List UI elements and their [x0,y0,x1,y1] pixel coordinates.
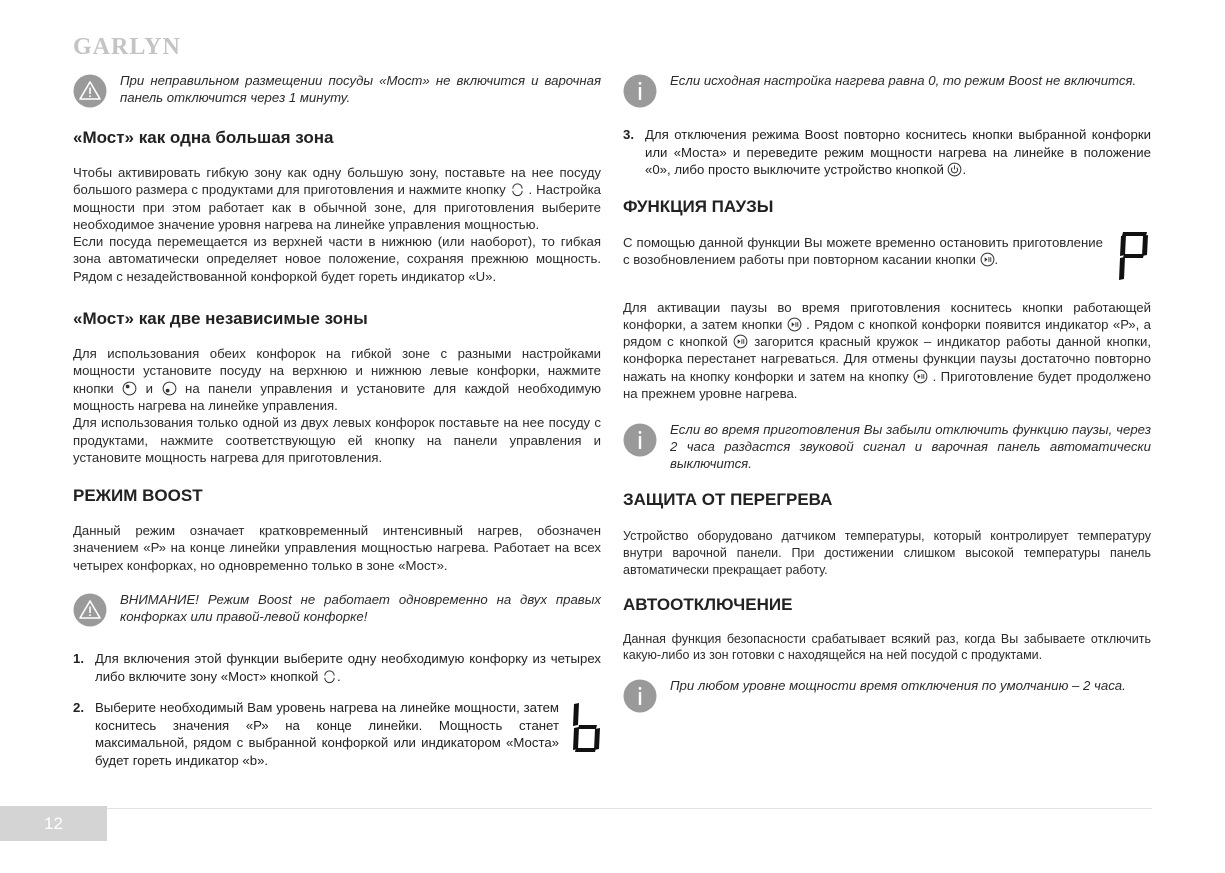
heading-autooff: АВТООТКЛЮЧЕНИЕ [623,594,793,614]
bridge-button-icon [322,669,337,684]
info-icon [623,679,657,713]
paragraph-overheat: Устройство оборудовано датчиком температуры, который контролирует температуру внутри варочной панели. При достижении слишком высокой температуры панель автоматически прекращает работу. [623,529,1151,577]
paragraph-single-left-zone: Для использования только одной из двух левых конфорок поставьте на нее посуду с продуктами, нажмите соответствующую ей кнопку на панели управления и установите мощность нагрева для приготовления. [73,415,601,465]
text-segment: . [962,162,967,177]
heading-bridge-two-zones: «Мост» как две независимые зоны [73,309,368,329]
info-note-autooff [623,677,1151,713]
page-number-box [0,806,107,841]
paragraph-autooff: Данная функция безопасности срабатывает всякий раз, когда Вы забываете отключить какую-либо из зон готовки с находящейся на ней посудой с продуктами. [623,631,1151,663]
pause-indicator-p-icon [1115,230,1149,282]
info-icon [623,423,657,457]
brand-logo: GARLYN [73,34,181,60]
text-segment: и [145,380,154,396]
pause-button-icon [733,334,748,349]
paragraph-bridge-move: Если посуда перемещается из верхней части в нижнюю (или наоборот), то гибкая зона автоматически определяет новое положение, сохраняя прежнюю мощность. Рядом с незадействованной конфоркой будет гореть индикатор «U». [73,234,601,284]
step-2-content [95,699,601,769]
text-segment: Для отключения режима Boost повторно коснитесь кнопки выбранной конфорки или «Моста» и переведите режим мощности нагрева на линейке в положение «0», либо просто выключите устройство кнопкой [645,127,1151,177]
paragraph-pause-intro [623,234,1115,269]
right-column [623,72,1151,713]
heading-bridge-one-zone: «Мост» как одна большая зона [73,128,334,147]
paragraph-bridge-two-zones [73,345,601,414]
warning-icon [73,74,107,108]
pause-button-icon [787,317,802,332]
info-note-pause-timeout [623,421,1151,472]
text-segment: С помощью данной функции Вы можете временно остановить приготовление с возобновлением работы при повторном касании кнопки [623,234,1103,267]
pause-intro-row [623,234,1151,282]
pause-button-icon [913,369,928,384]
footer-divider [107,808,1152,809]
pause-button-icon [980,252,995,267]
paragraph-bridge-one-zone [73,164,601,233]
step-text [95,650,601,685]
info-text: При любом уровне мощности время отключения по умолчанию – 2 часа. [670,678,1126,694]
warning-text: При неправильном размещении посуды «Мост» не включится и варочная панель отключится через 1 минуту. [120,73,601,105]
warning-note-boost [73,591,601,627]
text-segment: на панели управления и установите для каждой необходимую мощность нагрева на линейке управления. [73,380,602,413]
step-number: 1. [73,651,84,667]
text-segment: Для использования обеих конфорок на гибкой зоне с разными настройками мощности установите посуду на верхнюю и нижнюю левые конфорки, нажмите кнопки [73,346,601,396]
power-button-icon [947,162,962,177]
lower-left-zone-button-icon [162,381,177,396]
step-text: Выберите необходимый Вам уровень нагрева на линейке мощности, затем коснитесь значения «Р» на конце линейки. Мощность станет максимальной, рядом с выбранной конфоркой или индикатором «Моста» будет гореть индикатор «b». [95,700,559,768]
page-number: 12 [44,813,63,833]
info-note-boost-zero [623,72,1151,108]
info-text: Если во время приготовления Вы забыли отключить функцию паузы, через 2 часа раздастся звуковой сигнал и варочная панель автоматически выключится. [670,422,1151,472]
text-segment: . Настройка мощности при этом работает как в обычной зоне, для приготовления выберите необходимое значение уровня нагрева на линейке управления мощностью. [73,182,602,232]
heading-boost: РЕЖИМ BOOST [73,486,203,506]
step-3 [623,126,1151,179]
boost-indicator-b-icon [571,701,601,753]
step-number: 3. [623,127,634,142]
text-segment: Для включения этой функции выберите одну необходимую конфорку из четырех либо включите зону «Мост» кнопкой [95,651,601,684]
step-text [645,126,1151,179]
warning-text: ВНИМАНИЕ! Режим Boost не работает одновременно на двух правых конфорках или правой-левой конфорке! [120,592,601,625]
boost-steps [73,650,601,769]
upper-left-zone-button-icon [122,381,137,396]
info-text: Если исходная настройка нагрева равна 0, то режим Boost не включится. [670,73,1137,88]
heading-overheat: ЗАЩИТА ОТ ПЕРЕГРЕВА [623,490,833,510]
paragraph-pause-activation [623,299,1151,403]
step-number: 2. [73,700,84,716]
text-segment: . Рядом с кнопкой конфорки появится индикатор «Р», а рядом с кнопкой [623,316,1151,350]
step-2 [73,699,601,769]
left-column [73,72,601,769]
warning-note-bridge [73,72,601,108]
bridge-button-icon [510,182,525,197]
info-icon [623,74,657,108]
text-segment: Для активации паузы во время приготовления коснитесь кнопки работающей конфорки, а затем кнопки [623,299,1151,332]
step-1 [73,650,601,685]
text-segment: Чтобы активировать гибкую зону как одну большую зону, поставьте на нее посуду большого размера с продуктами для приготовления и нажмите кнопку [73,165,601,198]
warning-icon [73,593,107,627]
paragraph-boost: Данный режим означает кратковременный интенсивный нагрев, обозначен значением «Р» на конце линейки управления мощностью нагрева. Работает на всех четырех конфорках, но одновременно только в зоне «Мост». [73,523,601,573]
text-segment: . [994,251,999,267]
heading-pause: ФУНКЦИЯ ПАУЗЫ [623,196,774,216]
text-segment: . Приготовление будет продолжено на прежнем уровне нагрева. [623,368,1151,401]
text-segment: загорится красный кружок – индикатор работы данной кнопки, конфорка перестанет нагреваться. Для отмены функции паузы достаточно повторно нажать на кнопку конфорки и затем на кнопку [623,334,1151,384]
text-segment: . [336,668,341,684]
